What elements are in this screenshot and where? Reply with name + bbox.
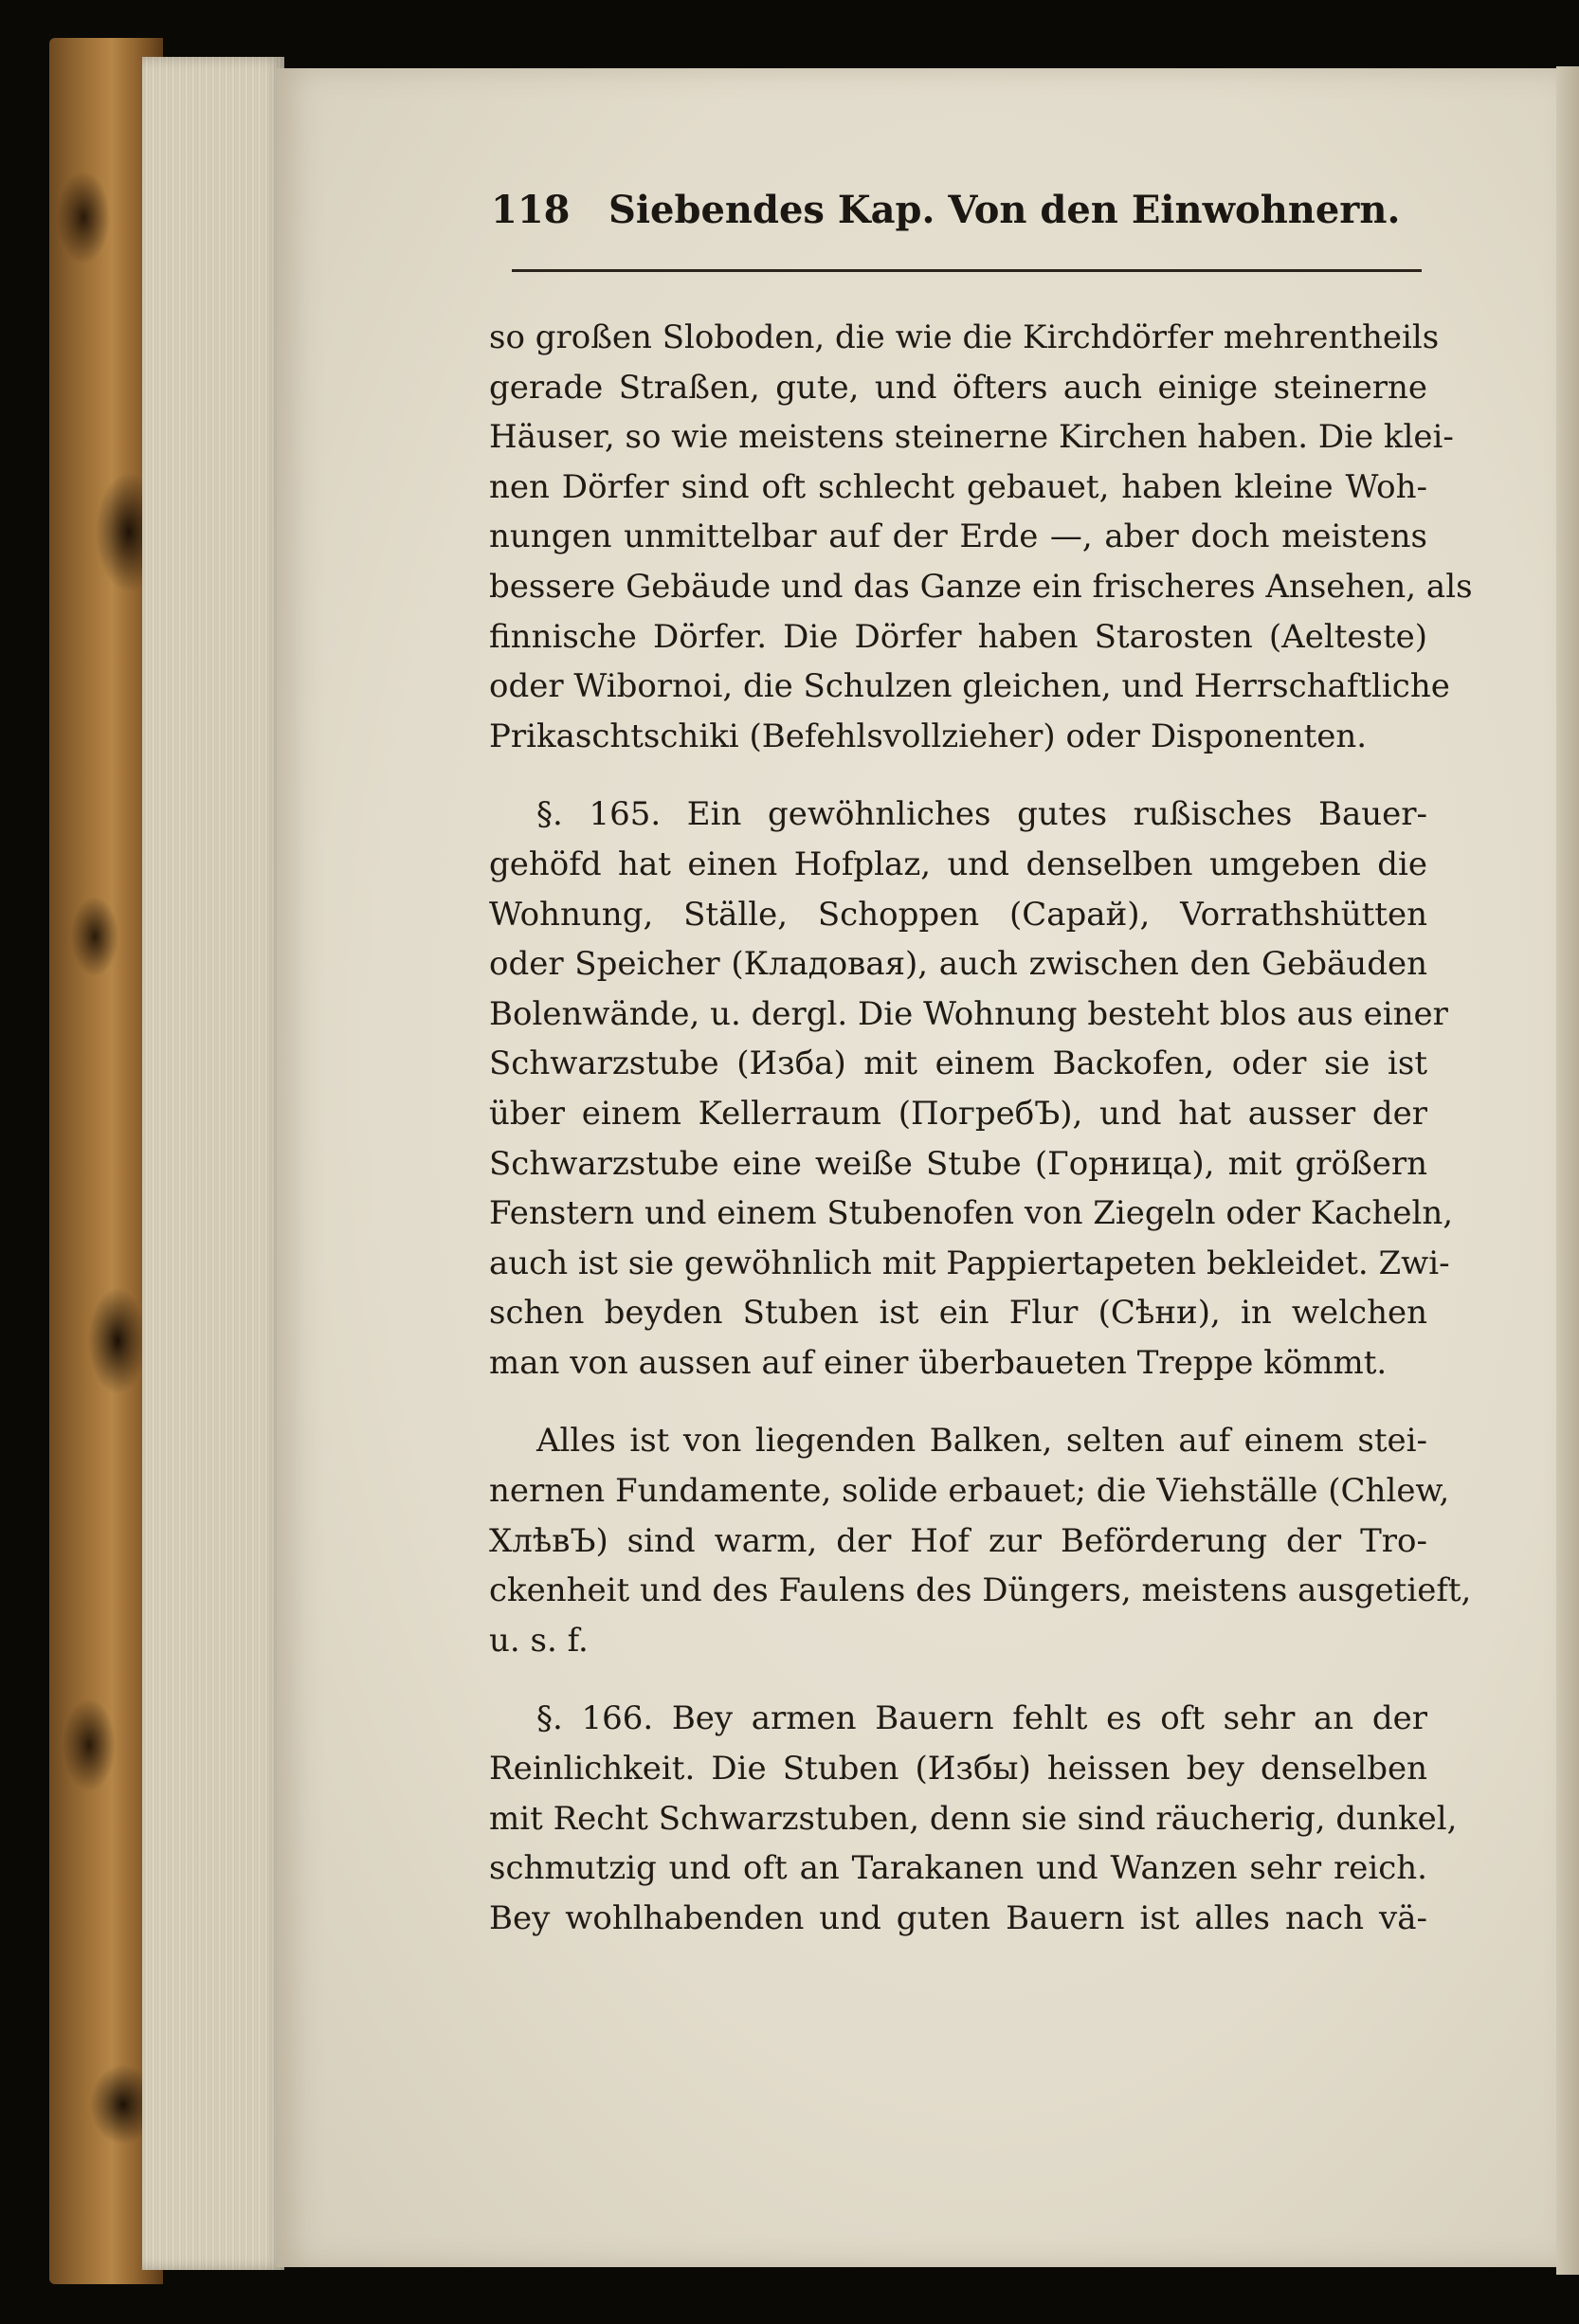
text-line: Bey wohlhabenden und guten Bauern ist alles nach vä- <box>489 1898 1427 1937</box>
text-line: bessere Gebäude und das Ganze ein frischeres Ansehen, als <box>489 567 1473 606</box>
text-line: gerade Straßen, gute, und öfters auch einige steinerne <box>489 368 1427 407</box>
text-line: oder Wibornoi, die Schulzen gleichen, und Herrschaftliche <box>489 667 1450 706</box>
page-edges <box>142 57 284 2270</box>
text-line: mit Recht Schwarzstuben, denn sie sind räucherig, dunkel, <box>489 1799 1458 1838</box>
text-line: man von aussen auf einer überbaueten Treppe kömmt. <box>489 1343 1388 1382</box>
text-line: über einem Kellerraum (ПогребЪ), und hat ausser der <box>489 1094 1427 1133</box>
text-line: Schwarzstube (Изба) mit einem Backofen, oder sie ist <box>489 1044 1427 1083</box>
page-header <box>491 188 1439 232</box>
text-line: oder Speicher (Кладовая), auch zwischen den Gebäuden <box>489 945 1427 984</box>
text-line: §. 166. Bey armen Bauern fehlt es oft sehr an der <box>536 1699 1427 1738</box>
text-line: Reinlichkeit. Die Stuben (Избы) heissen bey denselben <box>489 1750 1427 1788</box>
text-line: schen beyden Stuben ist ein Flur (Сѣни), in welchen <box>489 1294 1427 1333</box>
paragraph-buildings <box>489 1416 1472 1665</box>
paragraph-section-166 <box>489 1694 1458 1943</box>
text-line: Wohnung, Ställe, Schoppen (Сарай), Vorrathshütten <box>489 895 1427 934</box>
text-line: §. 165. Ein gewöhnliches gutes rußisches Bauer- <box>536 795 1427 834</box>
text-line: Prikaschtschiki (Befehlsvollzieher) oder Disponenten. <box>489 717 1368 755</box>
facing-page-edge <box>1556 66 1579 2275</box>
text-line: Alles ist von liegenden Balken, selten auf einem stei- <box>536 1422 1427 1461</box>
text-line: auch ist sie gewöhnlich mit Pappiertapeten bekleidet. Zwi- <box>489 1244 1450 1282</box>
text-line: Bolenwände, u. dergl. Die Wohnung besteht blos aus einer <box>489 994 1448 1033</box>
text-line: gehöfd hat einen Hofplaz, und denselben umgeben die <box>489 844 1427 883</box>
paragraph-section-165 <box>489 790 1454 1388</box>
paragraph-continuation <box>489 313 1473 761</box>
text-line: u. s. f. <box>489 1621 589 1660</box>
text-line: nernen Fundamente, solide erbauet; die Viehställe (Chlew, <box>489 1472 1450 1511</box>
text-line: ckenheit und des Faulens des Düngers, meistens ausgetieft, <box>489 1571 1472 1610</box>
text-line: Schwarzstube eine weiße Stube (Горница), mit größern <box>489 1144 1427 1183</box>
text-line: ХлѣвЪ) sind warm, der Hof zur Beförderung der Tro- <box>489 1521 1427 1560</box>
text-line: Fenstern und einem Stubenofen von Ziegeln oder Kacheln, <box>489 1194 1454 1233</box>
page-number: 118 <box>491 188 571 232</box>
text-line: so großen Sloboden, die wie die Kirchdörfer mehrentheils <box>489 318 1440 356</box>
text-line: finnische Dörfer. Die Dörfer haben Starosten (Aelteste) <box>489 617 1427 656</box>
header-rule <box>512 269 1422 272</box>
text-line: Häuser, so wie meistens steinerne Kirchen haben. Die klei- <box>489 418 1454 457</box>
body-text <box>489 313 1473 1971</box>
text-line: schmutzig und oft an Tarakanen und Wanzen sehr reich. <box>489 1849 1427 1888</box>
text-line: nungen unmittelbar auf der Erde —, aber doch meistens <box>489 517 1427 556</box>
running-head: Siebendes Kap. Von den Einwohnern. <box>608 188 1401 232</box>
text-line: nen Dörfer sind oft schlecht gebauet, haben kleine Woh- <box>489 467 1427 506</box>
